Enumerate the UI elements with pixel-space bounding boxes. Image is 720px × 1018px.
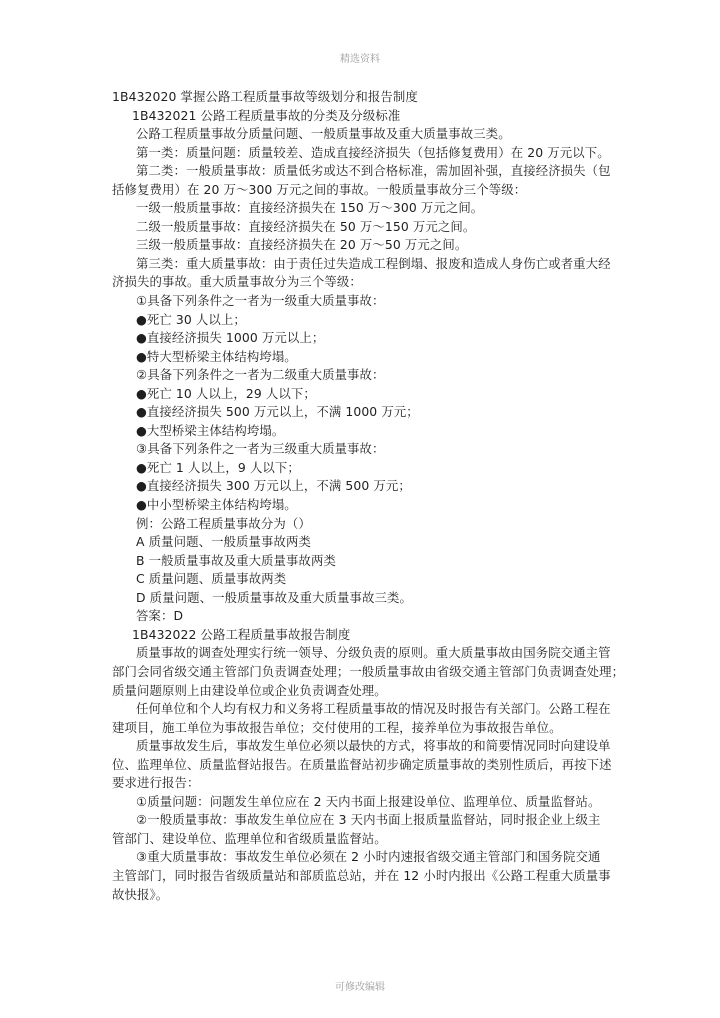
- text-line: ●直接经济损失 300 万元以上，不满 500 万元；: [136, 478, 411, 494]
- text-line: 质量事故的调查处理实行统一领导、分级负责的原则。重大质量事故由国务院交通主管: [136, 645, 611, 661]
- text-line: ①质量问题：问题发生单位应在 2 天内书面上报建设单位、监理单位、质量监督站。: [136, 793, 601, 809]
- text-line: ①具备下列条件之一者为一级重大质量事故：: [136, 293, 385, 309]
- text-line: 济损失的事故。重大质量事故分为三个等级：: [112, 274, 362, 290]
- text-line: ③具备下列条件之一者为三级重大质量事故：: [136, 441, 385, 457]
- text-line: ●直接经济损失 1000 万元以上；: [136, 330, 325, 346]
- text-line: ③重大质量事故：事故发生单位必须在 2 小时内速报省级交通主管部门和国务院交通: [136, 849, 601, 865]
- text-line: 一级一般质量事故：直接经济损失在 150 万～300 万元之间。: [136, 200, 484, 216]
- page-footer: 可修改编辑: [335, 982, 385, 993]
- text-line: 建项目，施工单位为事故报告单位；交付使用的工程，接养单位为事故报告单位。: [112, 719, 562, 735]
- text-line: 管部门、建设单位、监理单位和省级质量监督站。: [112, 830, 387, 846]
- text-line: ●直接经济损失 500 万元以上，不满 1000 万元；: [136, 404, 419, 420]
- text-line: ②一般质量事故：事故发生单位应在 3 天内书面上报质量监督站，同时报企业上级主: [136, 812, 601, 828]
- text-line: A 质量问题、一般质量事故两类: [136, 534, 311, 550]
- text-line: 括修复费用）在 20 万～300 万元之间的事故。一般质量事故分三个等级：: [112, 181, 527, 197]
- text-line: 质量事故发生后，事故发生单位必须以最快的方式，将事故的和简要情况同时向建设单: [136, 738, 611, 754]
- text-line: 故快报》。: [112, 886, 169, 902]
- text-line: 部门会同省级交通主管部门负责调查处理；一般质量事故由省级交通主管部门负责调查处理；: [112, 663, 625, 679]
- text-line: 主管部门，同时报告省级质量站和部质监总站，并在 12 小时内报出《公路工程重大质量事: [112, 867, 611, 883]
- text-line: 任何单位和个人均有权力和义务将工程质量事故的情况及时报告有关部门。公路工程在: [136, 701, 611, 717]
- text-line: ●大型桥梁主体结构垮塌。: [136, 422, 285, 438]
- text-line: 质量问题原则上由建设单位或企业负责调查处理。: [112, 682, 387, 698]
- text-line: 答案：D: [136, 608, 184, 624]
- text-line: C 质量问题、质量事故两类: [136, 571, 287, 587]
- text-line: B 一般质量事故及重大质量事故两类: [136, 552, 336, 568]
- text-line: 要求进行报告：: [112, 775, 200, 791]
- page-header: 精选资料: [340, 54, 380, 65]
- text-line: 二级一般质量事故：直接经济损失在 50 万～150 万元之间。: [136, 218, 476, 234]
- text-line: 位、监理单位、质量监督站报告。在质量监督站初步确定质量事故的类别性质后，再按下述: [112, 756, 612, 772]
- text-line: ●中小型桥梁主体结构垮塌。: [136, 497, 297, 513]
- text-line: 1B432020 掌握公路工程质量事故等级划分和报告制度: [112, 89, 418, 104]
- text-line: 三级一般质量事故：直接经济损失在 20 万～50 万元之间。: [136, 237, 468, 253]
- text-line: 1B432021 公路工程质量事故的分类及分级标准: [132, 107, 401, 123]
- text-line: 1B432022 公路工程质量事故报告制度: [132, 626, 351, 642]
- document-body: [112, 88, 625, 904]
- text-line: 公路工程质量事故分质量问题、一般质量事故及重大质量事故三类。: [136, 126, 511, 142]
- text-line: 例：公路工程质量事故分为（）: [136, 515, 311, 531]
- text-line: D 质量问题、一般质量事故及重大质量事故三类。: [136, 589, 412, 605]
- text-line: 第三类：重大质量事故：由于责任过失造成工程倒塌、报废和造成人身伤亡或者重大经: [136, 255, 611, 271]
- text-line: ●死亡 1 人以上，9 人以下；: [136, 459, 300, 475]
- text-line: ●死亡 30 人以上；: [136, 311, 246, 327]
- text-line: ●死亡 10 人以上，29 人以下；: [136, 385, 316, 401]
- text-line: 第二类：一般质量事故：质量低劣或达不到合格标准，需加固补强，直接经济损失（包: [136, 163, 611, 179]
- text-line: 第一类：质量问题：质量较差、造成直接经济损失（包括修复费用）在 20 万元以下。: [136, 144, 610, 160]
- text-line: ●特大型桥梁主体结构垮塌。: [136, 348, 297, 364]
- text-line: ②具备下列条件之一者为二级重大质量事故：: [136, 367, 385, 383]
